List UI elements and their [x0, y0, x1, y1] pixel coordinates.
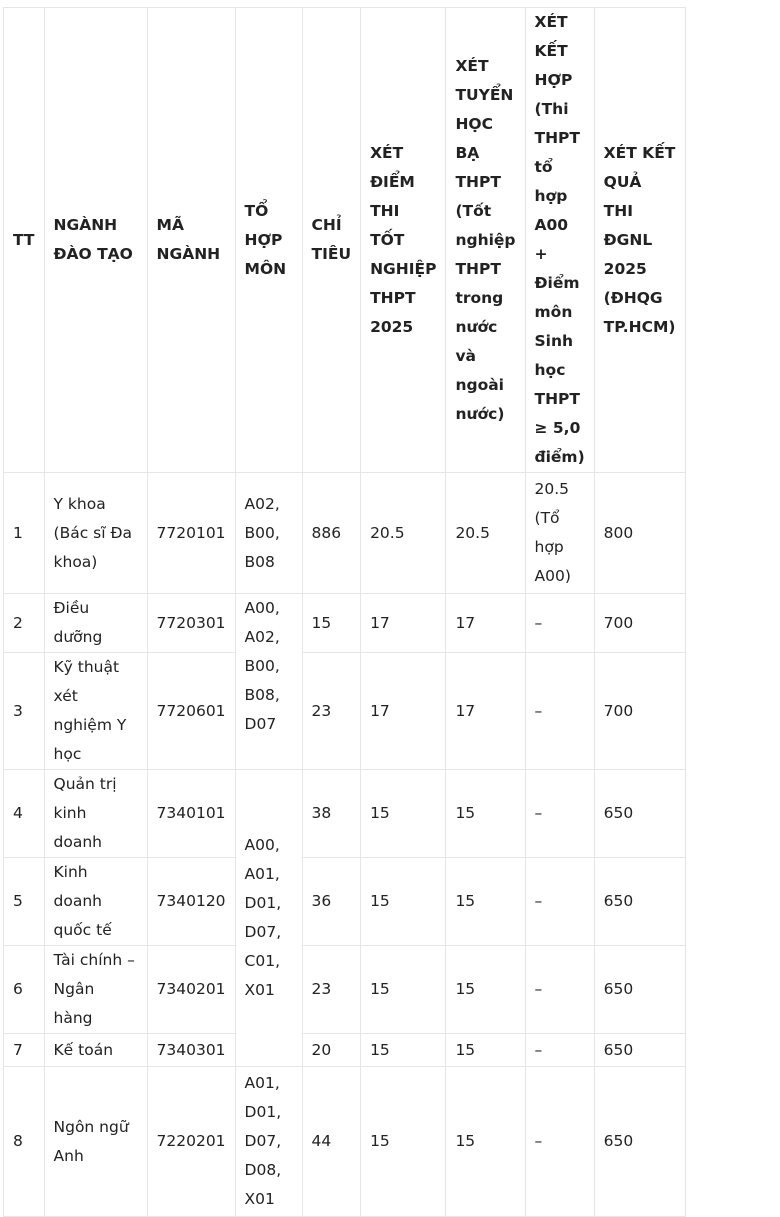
header-quota: CHỈ TIÊU: [302, 8, 361, 473]
cell-code: 7720301: [147, 594, 235, 653]
cell-major: Tài chính – Ngân hàng: [44, 946, 147, 1034]
cell-major: Ngôn ngữ Anh: [44, 1067, 147, 1217]
cell-combo-merged: A00, A02, B00, B08, D07: [235, 594, 302, 770]
cell-quota: 38: [302, 770, 361, 858]
cell-quota: 886: [302, 473, 361, 594]
cell-code: 7720101: [147, 473, 235, 594]
cell-code: 7220201: [147, 1067, 235, 1217]
cell-hocba: 15: [446, 1034, 525, 1067]
cell-dgnl: 700: [594, 653, 685, 770]
header-thpt-score: XÉT ĐIỂM THI TỐT NGHIỆP THPT 2025: [361, 8, 446, 473]
cell-tt: 8: [4, 1067, 45, 1217]
cell-thpt: 15: [361, 1067, 446, 1217]
cell-hocba: 15: [446, 946, 525, 1034]
header-major: NGÀNH ĐÀO TẠO: [44, 8, 147, 473]
cell-hocba: 15: [446, 858, 525, 946]
cell-combined: –: [525, 1034, 594, 1067]
cell-tt: 6: [4, 946, 45, 1034]
header-tt: TT: [4, 8, 45, 473]
cell-tt: 7: [4, 1034, 45, 1067]
cell-tt: 3: [4, 653, 45, 770]
cell-major: Y khoa (Bác sĩ Đa khoa): [44, 473, 147, 594]
cell-combined: –: [525, 858, 594, 946]
cell-thpt: 15: [361, 1034, 446, 1067]
cell-combined: –: [525, 653, 594, 770]
cell-combined: –: [525, 770, 594, 858]
cell-dgnl: 650: [594, 858, 685, 946]
cell-dgnl: 650: [594, 1067, 685, 1217]
cell-combo-merged: A00, A01, D01, D07, C01, X01: [235, 770, 302, 1067]
cell-hocba: 15: [446, 1067, 525, 1217]
cell-combined: –: [525, 1067, 594, 1217]
cell-thpt: 17: [361, 594, 446, 653]
cell-thpt: 15: [361, 858, 446, 946]
cell-quota: 36: [302, 858, 361, 946]
cell-dgnl: 650: [594, 770, 685, 858]
table-row: [4, 770, 686, 858]
header-code: MÃ NGÀNH: [147, 8, 235, 473]
cell-hocba: 17: [446, 594, 525, 653]
cell-code: 7340201: [147, 946, 235, 1034]
cell-thpt: 20.5: [361, 473, 446, 594]
cell-quota: 23: [302, 946, 361, 1034]
cell-hocba: 20.5: [446, 473, 525, 594]
cell-quota: 20: [302, 1034, 361, 1067]
cell-combo: A01, D01, D07, D08, X01: [235, 1067, 302, 1217]
cell-tt: 1: [4, 473, 45, 594]
cell-dgnl: 700: [594, 594, 685, 653]
admission-table: [3, 7, 686, 1217]
header-combined: XÉT KẾT HỢP (Thi THPT tổ hợp A00 + Điểm môn Sinh học THPT ≥ 5,0 điểm): [525, 8, 594, 473]
cell-tt: 4: [4, 770, 45, 858]
cell-major: Kinh doanh quốc tế: [44, 858, 147, 946]
cell-quota: 15: [302, 594, 361, 653]
cell-major: Kế toán: [44, 1034, 147, 1067]
cell-tt: 2: [4, 594, 45, 653]
cell-combined: –: [525, 946, 594, 1034]
cell-thpt: 15: [361, 770, 446, 858]
cell-code: 7340120: [147, 858, 235, 946]
cell-hocba: 15: [446, 770, 525, 858]
header-combo: TỔ HỢP MÔN: [235, 8, 302, 473]
cell-major: Điều dưỡng: [44, 594, 147, 653]
cell-code: 7340301: [147, 1034, 235, 1067]
cell-hocba: 17: [446, 653, 525, 770]
header-hocba: XÉT TUYỂN HỌC BẠ THPT (Tốt nghiệp THPT trong nước và ngoài nước): [446, 8, 525, 473]
table-row: [4, 653, 686, 770]
cell-code: 7340101: [147, 770, 235, 858]
cell-combined: 20.5 (Tổ hợp A00): [525, 473, 594, 594]
cell-thpt: 15: [361, 946, 446, 1034]
cell-quota: 44: [302, 1067, 361, 1217]
table-row: [4, 946, 686, 1034]
cell-quota: 23: [302, 653, 361, 770]
cell-major: Quản trị kinh doanh: [44, 770, 147, 858]
table-row: [4, 858, 686, 946]
table-row: [4, 1034, 686, 1067]
cell-dgnl: 650: [594, 1034, 685, 1067]
cell-tt: 5: [4, 858, 45, 946]
cell-combo: A02, B00, B08: [235, 473, 302, 594]
table-row: [4, 473, 686, 594]
cell-code: 7720601: [147, 653, 235, 770]
cell-thpt: 17: [361, 653, 446, 770]
header-dgnl: XÉT KẾT QUẢ THI ĐGNL 2025 (ĐHQG TP.HCM): [594, 8, 685, 473]
cell-major: Kỹ thuật xét nghiệm Y học: [44, 653, 147, 770]
cell-combined: –: [525, 594, 594, 653]
table-row: [4, 1067, 686, 1217]
header-row: [4, 8, 686, 473]
cell-dgnl: 650: [594, 946, 685, 1034]
table-row: [4, 594, 686, 653]
cell-dgnl: 800: [594, 473, 685, 594]
